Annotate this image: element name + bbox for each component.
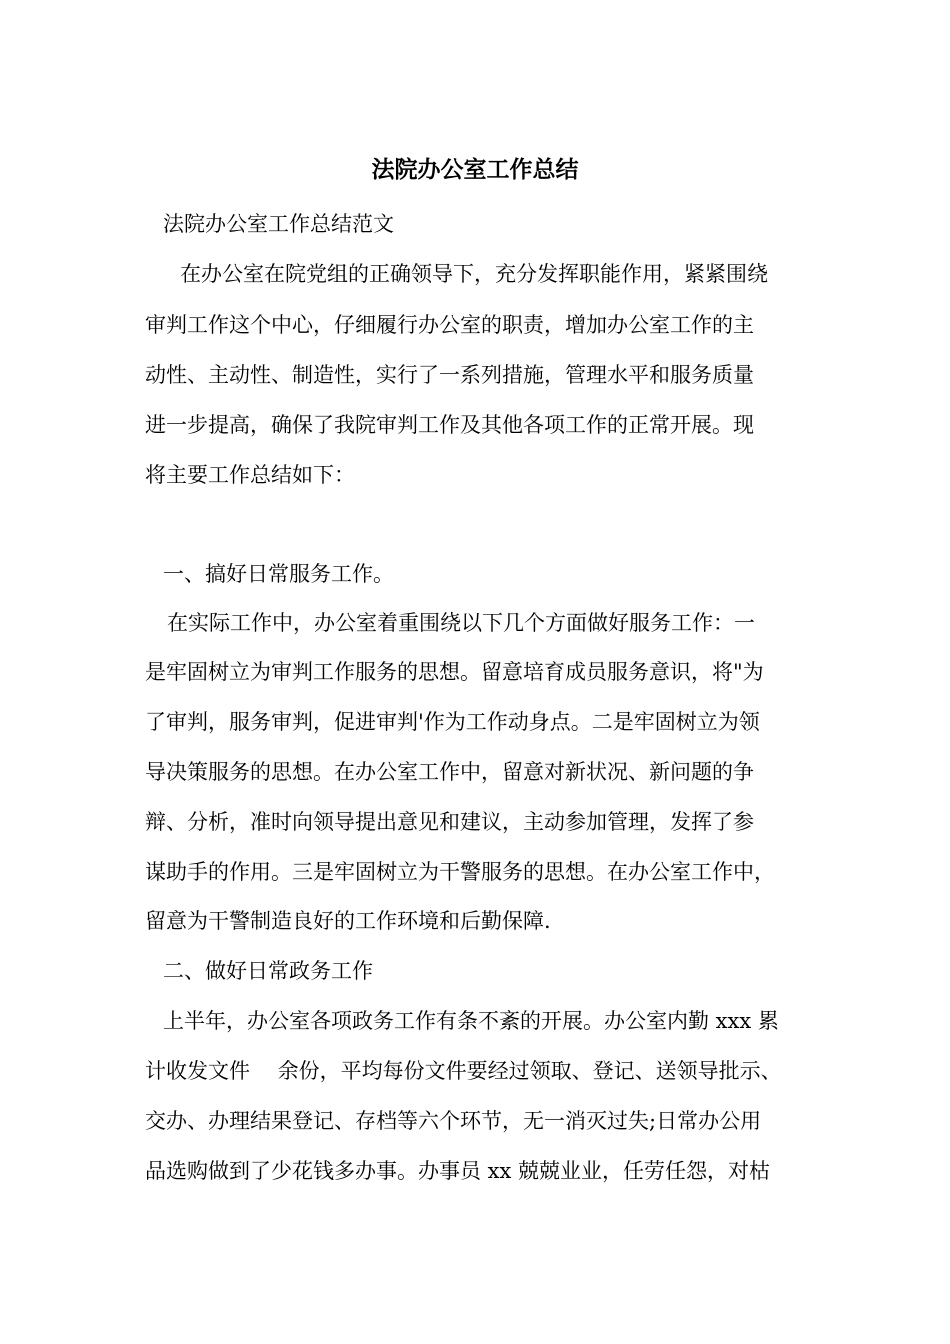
section-heading: 一、搞好日常服务工作。 [163, 562, 394, 586]
body-line: 了审判，服务审判，促进审判'作为工作动身点。二是牢固树立为领 [145, 710, 760, 734]
body-line: 进一步提高，确保了我院审判工作及其他各项工作的正常开展。现 [145, 413, 754, 437]
body-line: 在办公室在院党组的正确领导下，充分发挥职能作用，紧紧围绕 [180, 262, 768, 286]
body-line: 导决策服务的思想。在办公室工作中，留意对新状况、新问题的争 [145, 760, 754, 784]
body-line: 留意为干警制造良好的工作环境和后勤保障. [145, 909, 551, 933]
body-line: 将主要工作总结如下： [145, 463, 355, 487]
body-line: 上半年，办公室各项政务工作有条不紊的开展。办公室内勤 xxx 累 [163, 1009, 779, 1033]
body-line: 交办、办理结果登记、存档等六个环节，无一消灭过失;日常办公用 [145, 1109, 762, 1133]
subtitle-line: 法院办公室工作总结范文 [163, 212, 394, 236]
body-line: 动性、主动性、制造性，实行了一系列措施，管理水平和服务质量 [145, 363, 754, 387]
body-line: 审判工作这个中心，仔细履行办公室的职责，增加办公室工作的主 [145, 313, 754, 337]
page-title: 法院办公室工作总结 [371, 157, 579, 183]
section-heading: 二、做好日常政务工作 [163, 959, 373, 983]
body-line: 是牢固树立为审判工作服务的思想。留意培育成员服务意识，将"为 [145, 660, 764, 684]
body-line: 辩、分析，准时向领导提出意见和建议，主动参加管理，发挥了参 [145, 810, 754, 834]
body-line: 在实际工作中，办公室着重围绕以下几个方面做好服务工作：一 [167, 611, 755, 635]
body-line: 计收发文件 余份，平均每份文件要经过领取、登记、送领导批示、 [145, 1059, 782, 1083]
body-line: 品选购做到了少花钱多办事。办事员 xx 兢兢业业，任劳任怨，对枯 [145, 1159, 771, 1183]
body-line: 谋助手的作用。三是牢固树立为干警服务的思想。在办公室工作中， [145, 860, 775, 884]
